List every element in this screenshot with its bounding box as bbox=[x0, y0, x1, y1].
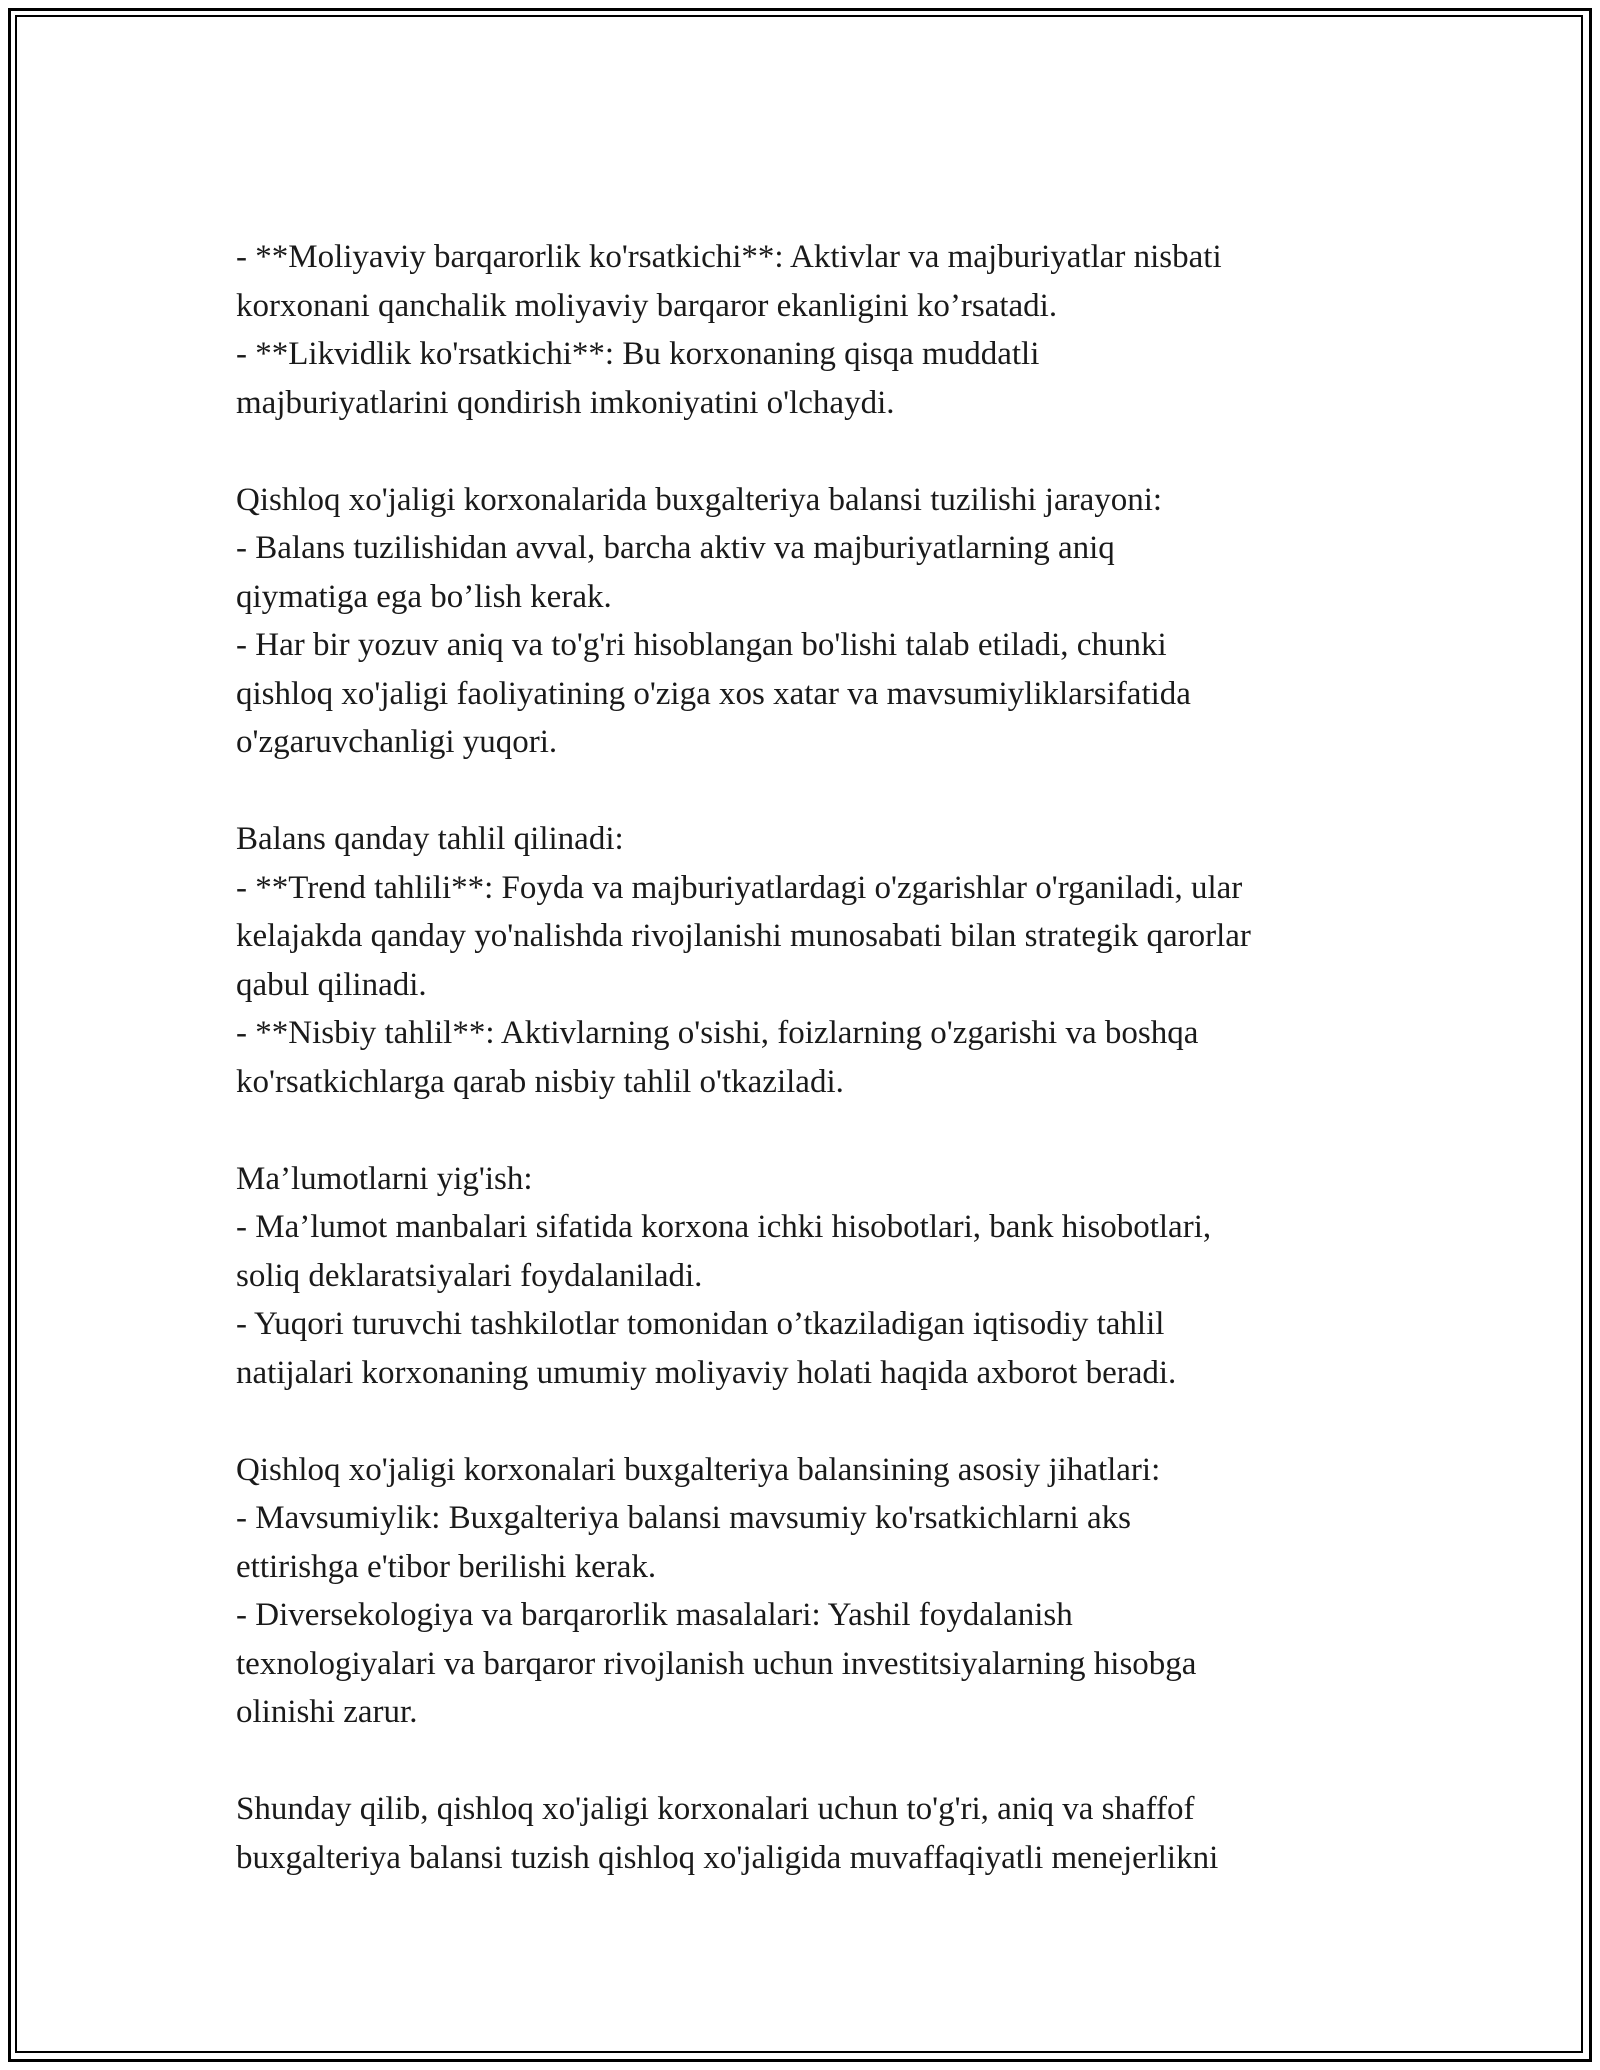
text-line: - Har bir yozuv aniq va to'g'ri hisoblangan bo'lishi talab etiladi, chunki bbox=[236, 627, 1167, 663]
text-line: olinishi zarur. bbox=[236, 1694, 418, 1730]
paragraph-balance-compilation bbox=[236, 476, 1396, 767]
document-body bbox=[236, 233, 1396, 1931]
text-line: majburiyatlarini qondirish imkoniyatini o'lchaydi. bbox=[236, 384, 895, 421]
text-line: Qishloq xo'jaligi korxonalari buxgalteriya balansining asosiy jihatlari: bbox=[236, 1451, 1161, 1488]
text-line: qabul qilinadi. bbox=[236, 966, 427, 1003]
paragraph-data-collection bbox=[236, 1155, 1396, 1398]
text-line: - **Moliyaviy barqarorlik ko'rsatkichi**: Aktivlar va majburiyatlar nisbati bbox=[236, 239, 1222, 275]
text-line: qishloq xo'jaligi faoliyatining o'ziga xos xatar va mavsumiyliklarsifatida bbox=[236, 675, 1191, 712]
text-line: - **Likvidlik ko'rsatkichi**: Bu korxonaning qisqa muddatli bbox=[236, 336, 1040, 372]
paragraph-financial-indicators bbox=[236, 233, 1396, 427]
text-line: ettirishga e'tibor berilishi kerak. bbox=[236, 1548, 657, 1585]
text-line: ko'rsatkichlarga qarab nisbiy tahlil o'tkaziladi. bbox=[236, 1063, 844, 1100]
text-line: kelajakda qanday yo'nalishda rivojlanishi munosabati bilan strategik qarorlar bbox=[236, 918, 1251, 954]
text-line: texnologiyalari va barqaror rivojlanish uchun investitsiyalarning hisobga bbox=[236, 1645, 1197, 1682]
text-line: - Yuqori turuvchi tashkilotlar tomonidan o’tkaziladigan iqtisodiy tahlil bbox=[236, 1306, 1165, 1342]
text-line: - **Trend tahlili**: Foyda va majburiyatlardagi o'zgarishlar o'rganiladi, ular bbox=[236, 869, 1243, 906]
paragraph-conclusion bbox=[236, 1785, 1396, 1882]
text-line: - Mavsumiylik: Buxgalteriya balansi mavsumiy ko'rsatkichlarni aks bbox=[236, 1500, 1131, 1536]
text-line: o'zgaruvchanligi yuqori. bbox=[236, 724, 558, 760]
text-line: qiymatiga ega bo’lish kerak. bbox=[236, 578, 612, 615]
text-line: Balans qanday tahlil qilinadi: bbox=[236, 821, 624, 857]
text-line: - Balans tuzilishidan avval, barcha aktiv va majburiyatlarning aniq bbox=[236, 530, 1115, 566]
text-line: - Diversekologiya va barqarorlik masalalari: Yashil foydalanish bbox=[236, 1597, 1073, 1633]
text-line: - Ma’lumot manbalari sifatida korxona ichki hisobotlari, bank hisobotlari, bbox=[236, 1209, 1212, 1245]
text-line: natijalari korxonaning umumiy moliyaviy holati haqida axborot beradi. bbox=[236, 1354, 1177, 1391]
text-line: Qishloq xo'jaligi korxonalarida buxgalteriya balansi tuzilishi jarayoni: bbox=[236, 481, 1163, 518]
paragraph-key-aspects bbox=[236, 1446, 1396, 1737]
text-line: soliq deklaratsiyalari foydalaniladi. bbox=[236, 1257, 703, 1294]
paragraph-balance-analysis bbox=[236, 815, 1396, 1106]
text-line: buxgalteriya balansi tuzish qishloq xo'jaligida muvaffaqiyatli menejerlikni bbox=[236, 1839, 1219, 1876]
text-line: Shunday qilib, qishloq xo'jaligi korxonalari uchun to'g'ri, aniq va shaffof bbox=[236, 1791, 1195, 1827]
text-line: Ma’lumotlarni yig'ish: bbox=[236, 1160, 533, 1197]
text-line: korxonani qanchalik moliyaviy barqaror ekanligini ko’rsatadi. bbox=[236, 287, 1058, 324]
text-line: - **Nisbiy tahlil**: Aktivlarning o'sishi, foizlarning o'zgarishi va boshqa bbox=[236, 1015, 1199, 1051]
